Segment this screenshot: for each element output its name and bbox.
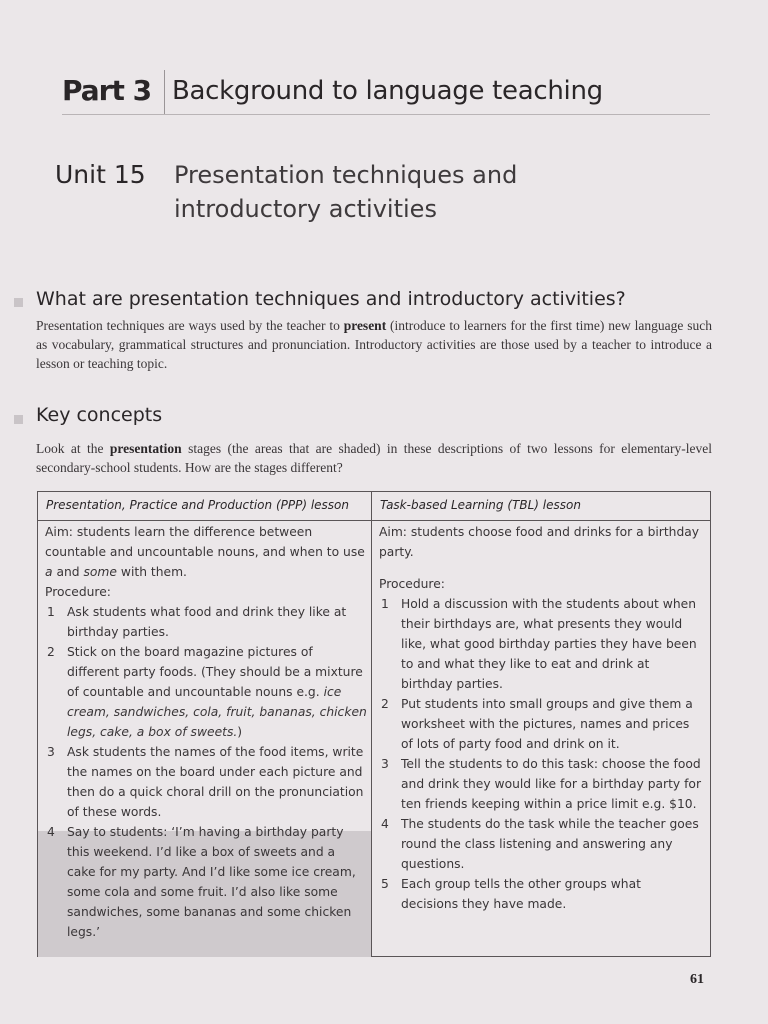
part-label: Part 3 [62, 74, 152, 107]
step-text: Put students into small groups and give them a worksheet with the pictures, names and prices of lots of party food and drink on it. [401, 697, 693, 751]
step-number: 1 [381, 597, 389, 611]
page-number: 61 [690, 972, 704, 987]
step-text [67, 642, 367, 742]
step-number: 2 [381, 697, 389, 711]
step-number: 2 [47, 645, 55, 659]
ppp-aim-some: some [83, 565, 117, 579]
table-header-divider [38, 520, 710, 521]
step-number: 1 [47, 605, 55, 619]
step-number: 5 [381, 877, 389, 891]
key-text-bold: presentation [109, 441, 182, 456]
tbl-step [379, 594, 701, 694]
step-text-main: Stick on the board magazine pictures of different party foods. (They should be a mixture of countable and uncountable nouns e.g. [67, 645, 363, 699]
key-concepts-paragraph [36, 439, 712, 477]
tbl-column-header: Task-based Learning (TBL) lesson [380, 498, 581, 512]
ppp-column-header: Presentation, Practice and Production (PPP) lesson [46, 498, 349, 512]
step-number: 4 [381, 817, 389, 831]
ppp-aim-before: Aim: students learn the difference between countable and uncountable nouns, and when to use [45, 525, 365, 559]
ppp-aim-a: a [45, 565, 53, 579]
tbl-step [379, 874, 701, 914]
step-text: Each group tells the other groups what decisions they have made. [401, 877, 641, 911]
key-text-after: stages (the areas that are shaded) in these descriptions of two lessons for elementary-level secondary-school students. How are the stages different? [36, 441, 713, 475]
ppp-step-presentation [45, 822, 367, 942]
step-number: 4 [47, 825, 55, 839]
table-column-divider [371, 492, 372, 956]
tbl-step [379, 814, 701, 874]
ppp-step [45, 742, 367, 822]
step-text: Ask students what food and drink they like at birthday parties. [67, 605, 347, 639]
tbl-step [379, 694, 701, 754]
unit-title [174, 158, 624, 226]
tbl-column [379, 522, 701, 914]
unit-title-line1: Presentation techniques and [174, 161, 518, 189]
ppp-aim [45, 522, 367, 582]
section-heading-what-are: What are presentation techniques and introductory activities? [36, 288, 626, 310]
intro-text-after: (introduce to learners for the first time) new language such as vocabulary, grammatical structures and pronunciation. Introductory activities are those used by a teacher to introduce a lesson or teaching topic. [36, 318, 712, 371]
ppp-column [45, 522, 367, 942]
step-text: Say to students: ‘I’m having a birthday party this weekend. I’d like a box of sweets and a cake for my party. And I’d like some ice cream, some cola and some fruit. I’d also like some sandwiches, some bananas and some chicken legs.’ [67, 825, 356, 939]
tbl-aim: Aim: students choose food and drinks for a birthday party. [379, 525, 700, 559]
section-heading-key-concepts: Key concepts [36, 404, 163, 426]
section-intro-paragraph [36, 316, 712, 373]
step-text: Hold a discussion with the students about when their birthdays are, what presents they would like, what good birthday parties they have been to and what they like to eat and drink at birthday parties. [401, 597, 697, 691]
step-number: 3 [381, 757, 389, 771]
part-title: Background to language teaching [172, 76, 603, 106]
unit-title-line2: introductory activities [174, 195, 437, 223]
step-text: Tell the students to do this task: choose the food and drink they would like for a birthday party for ten friends keeping within a price limit e.g. $10. [401, 757, 702, 811]
ppp-step [45, 642, 367, 742]
part-header [62, 70, 710, 115]
step-text: The students do the task while the teacher goes round the class listening and answering any questions. [401, 817, 699, 871]
step-text-italic: ice cream, sandwiches, cola, fruit, bananas, chicken legs, cake, a box of sweets. [67, 685, 367, 739]
part-separator [164, 70, 165, 114]
section-bullet-icon [14, 298, 23, 307]
ppp-aim-mid: and [52, 565, 84, 579]
ppp-procedure-label: Procedure: [45, 585, 111, 599]
section-bullet-icon [14, 415, 23, 424]
unit-label: Unit 15 [55, 160, 146, 189]
spacer [379, 562, 701, 574]
intro-text-bold: present [343, 318, 387, 333]
ppp-step [45, 602, 367, 642]
key-text-before: Look at the [36, 441, 110, 456]
intro-text-before: Presentation techniques are ways used by the teacher to [36, 318, 344, 333]
tbl-procedure-label: Procedure: [379, 577, 445, 591]
step-number: 3 [47, 745, 55, 759]
step-text-tail: ) [237, 725, 243, 739]
step-text: Ask students the names of the food items, write the names on the board under each picture and then do a quick choral drill on the pronunciation of these words. [67, 745, 364, 819]
lesson-comparison-table [37, 491, 711, 957]
tbl-step [379, 754, 701, 814]
ppp-aim-after: with them. [116, 565, 187, 579]
